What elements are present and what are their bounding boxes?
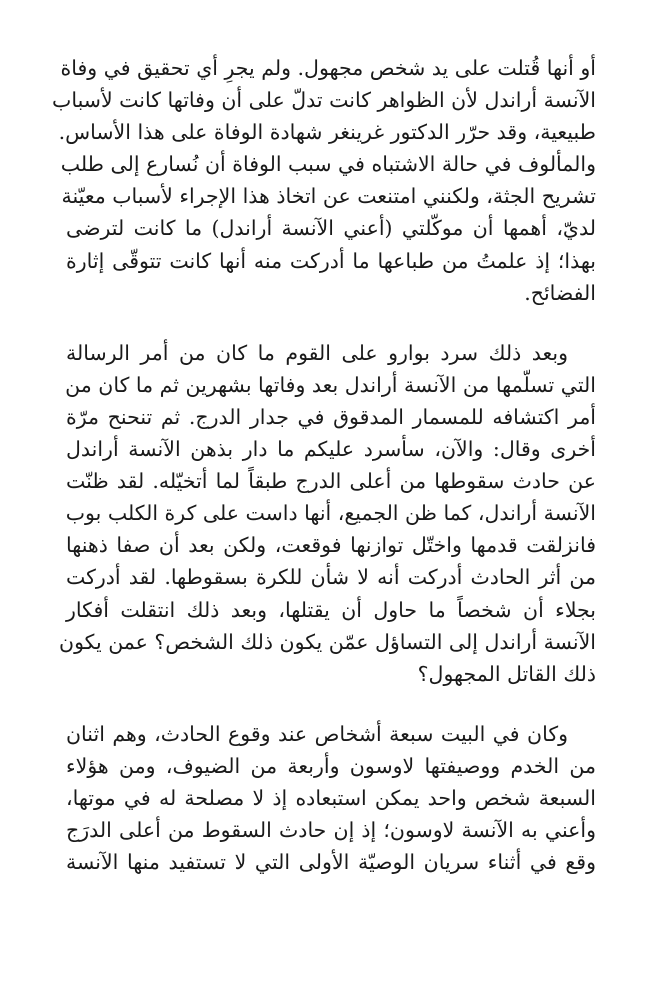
text-line: من الخدم ووصيفتها لاوسون وأربعة من الضيوف، ومن هؤلاء [66,753,596,778]
text-line: من أثر الحادث أدركت أنه لا شأن للكرة بسقوطها. لقد أدركت [66,565,596,590]
text-line: وقع في أثناء سريان الوصيّة الأولى التي لا تستفيد منها الآنسة [66,850,596,875]
paragraph-spacer [66,309,596,337]
paragraph-3 [66,718,596,878]
text-line: بهذا؛ إذ علمتُ من طباعها ما أدركت منه أنها كانت تتوقّى إثارة [66,248,596,273]
text-line: لديّ، أهمها أن موكّلتي (أعني الآنسة أراندل) ما كانت لترضى [66,216,596,241]
text-line: والمألوف في حالة الاشتباه في سبب الوفاة أن نُسارع إلى طلب [60,152,596,177]
text-line: السبعة شخص واحد يمكن استبعاده إذ لا مصلحة له في موتها، [66,785,596,810]
text-line: وبعد ذلك سرد بوارو على القوم ما كان من أمر الرسالة [66,340,568,365]
text-line: أخرى وقال: والآن، سأسرد عليكم ما دار بذهن الآنسة أراندل [66,437,596,462]
text-line: تشريح الجثة، ولكنني امتنعت عن اتخاذ هذا الإجراء لأسباب معيّنة [61,184,596,209]
paragraph-1 [52,52,596,309]
text-line: أو أنها قُتلت على يد شخص مجهول. ولم يجرِ أي تحقيق في وفاة [60,56,596,80]
book-page [52,52,596,878]
text-line: أمر اكتشافه للمسمار المدقوق في جدار الدرج. ثم تنحنح مرّة [66,404,596,429]
text-line: طبيعية، وقد حرّر الدكتور غرينغر شهادة الوفاة على هذا الأساس. [58,120,596,145]
text-line: ذلك القاتل المجهول؟ [417,661,596,686]
text-line: وكان في البيت سبعة أشخاص عند وقوع الحادث، وهم اثنان [66,721,568,746]
paragraph-2 [59,337,596,690]
text-line: الآنسة أراندل، كما ظن الجميع، أنها داست على كرة الكلب بوب [65,501,596,526]
text-line: فانزلقت قدمها واختّل توازنها فوقعت، ولكن بعد أن صفا ذهنها [66,533,596,558]
text-line: بجلاء أن شخصاً ما حاول أن يقتلها، وبعد ذلك انتقلت أفكار [66,597,596,622]
text-line: الفضائح. [524,280,596,305]
text-line: الآنسة أراندل لأن الظواهر كانت تدلّ على أن وفاتها كانت لأسباب [52,88,596,113]
text-line: عن حادث سقوطها من أعلى الدرج طبقاً لما أتخيّله. لقد ظنّت [66,469,596,494]
text-line: التي تسلّمها من الآنسة أراندل بعد وفاتها بشهرين ثم ما كان من [65,372,596,397]
paragraph-spacer [66,690,596,718]
text-line: الآنسة أراندل إلى التساؤل عمّن يكون ذلك الشخص؟ عمن يكون [59,629,596,654]
text-line: وأعني به الآنسة لاوسون؛ إذ إن حادث السقوط من أعلى الدرَج [66,818,596,843]
